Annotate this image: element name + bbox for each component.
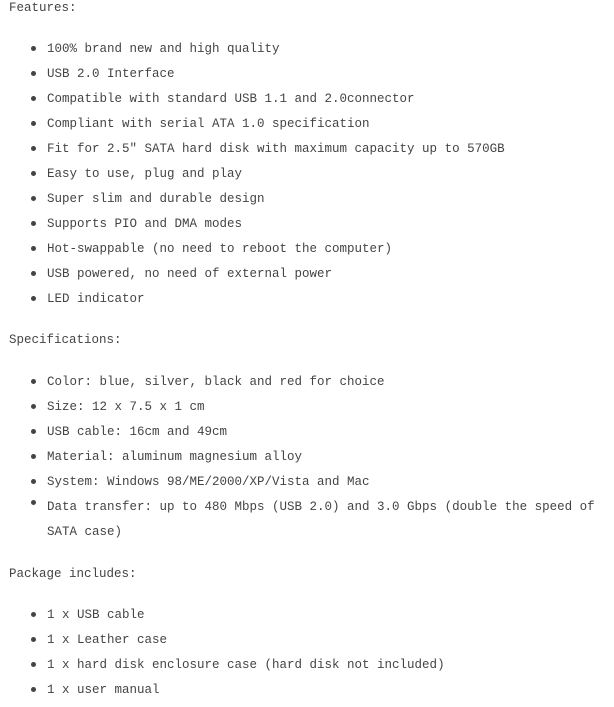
list-item: Compliant with serial ATA 1.0 specification bbox=[0, 116, 505, 141]
specifications-list bbox=[0, 374, 614, 545]
package-heading: Package includes: bbox=[9, 567, 137, 581]
list-item: USB 2.0 Interface bbox=[0, 66, 505, 91]
list-item: Size: 12 x 7.5 x 1 cm bbox=[0, 399, 614, 424]
list-item: 1 x USB cable bbox=[0, 607, 445, 632]
list-item: 100% brand new and high quality bbox=[0, 41, 505, 66]
list-item: Hot-swappable (no need to reboot the computer) bbox=[0, 241, 505, 266]
list-item-text: Data transfer: up to 480 Mbps (USB 2.0) and 3.0 Gbps (double the speed of SATA case) bbox=[47, 500, 595, 539]
specifications-heading: Specifications: bbox=[9, 333, 122, 347]
list-item: LED indicator bbox=[0, 291, 505, 316]
features-list bbox=[0, 41, 505, 316]
list-item: 1 x user manual bbox=[0, 682, 445, 707]
list-item: Fit for 2.5" SATA hard disk with maximum capacity up to 570GB bbox=[0, 141, 505, 166]
list-item: 1 x Leather case bbox=[0, 632, 445, 657]
features-heading: Features: bbox=[9, 1, 77, 15]
list-item: Color: blue, silver, black and red for choice bbox=[0, 374, 614, 399]
list-item: System: Windows 98/ME/2000/XP/Vista and Mac bbox=[0, 474, 614, 499]
list-item: Easy to use, plug and play bbox=[0, 166, 505, 191]
list-item: USB cable: 16cm and 49cm bbox=[0, 424, 614, 449]
list-item: 1 x hard disk enclosure case (hard disk not included) bbox=[0, 657, 445, 682]
list-item: Supports PIO and DMA modes bbox=[0, 216, 505, 241]
list-item: Material: aluminum magnesium alloy bbox=[0, 449, 614, 474]
list-item: Compatible with standard USB 1.1 and 2.0connector bbox=[0, 91, 505, 116]
list-item bbox=[0, 495, 614, 545]
list-item: Super slim and durable design bbox=[0, 191, 505, 216]
list-item: USB powered, no need of external power bbox=[0, 266, 505, 291]
package-list bbox=[0, 607, 445, 707]
